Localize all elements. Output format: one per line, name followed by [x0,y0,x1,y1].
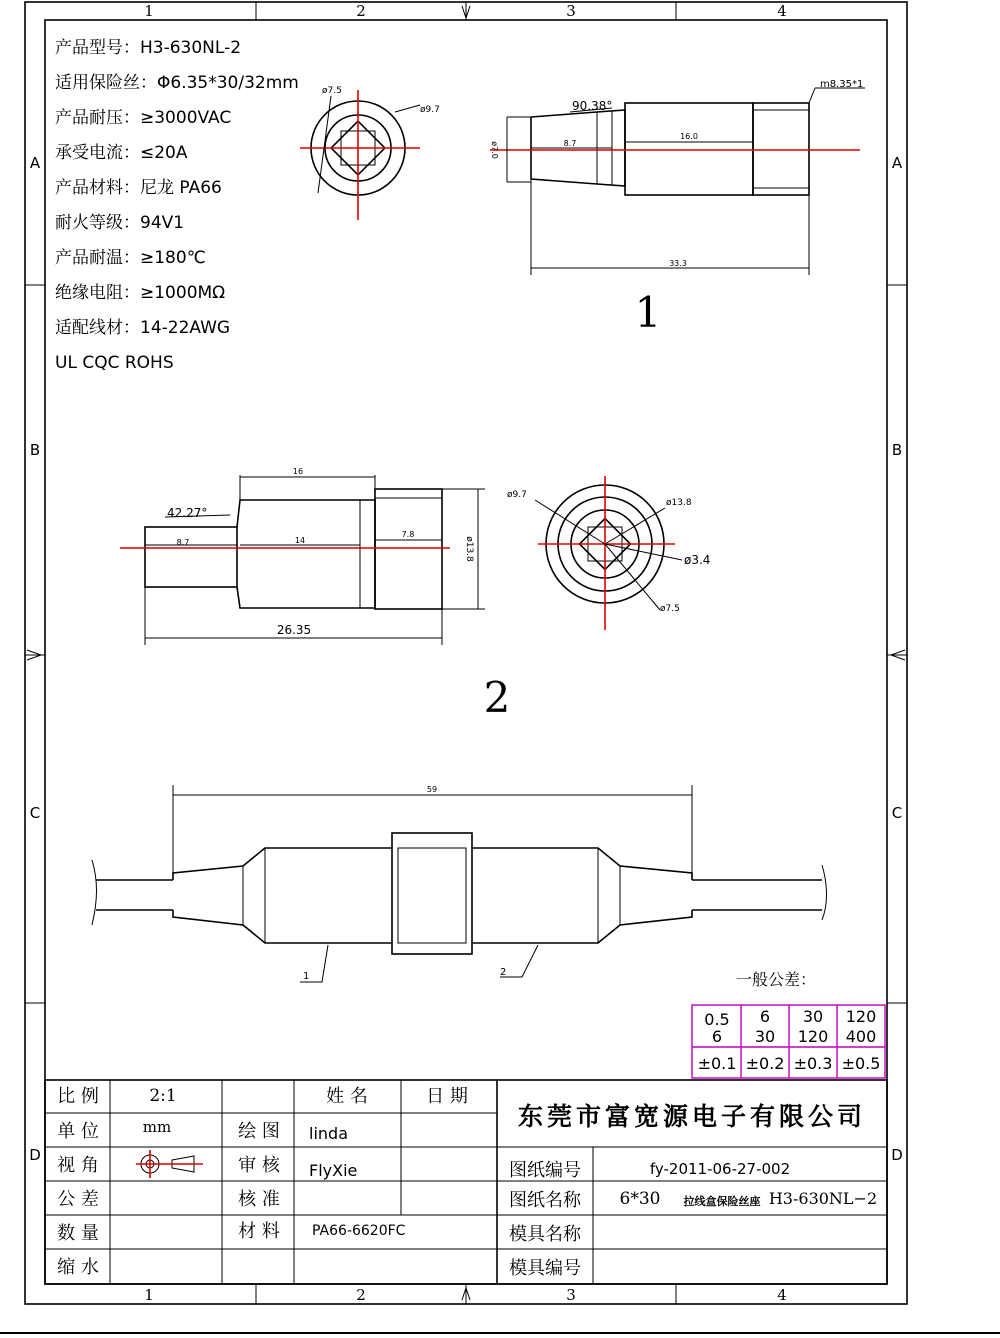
part1-dim-angle: 90.38° [572,99,613,113]
part1-end-view [300,86,440,220]
tb-dwg-no-value: fy-2011-06-27-002 [649,1160,791,1178]
part2-dim-len-small: 8.7 [176,538,190,547]
part1-dim-d-outer: ø9.7 [420,105,440,115]
spec-fuse: 适用保险丝：Φ6.35*30/32mm [55,73,299,93]
spec-temperature: 产品耐温：≥180℃ [55,248,206,268]
tol-range-4-to: 400 [845,1027,877,1046]
tolerance-title: 一般公差： [736,970,817,989]
part1-dim-thread: m8.35*1 [820,79,864,90]
tb-name-label: 姓 名 [326,1086,368,1107]
tb-qty-label: 数 量 [57,1223,99,1244]
tol-range-1-tol: ±0.1 [697,1054,737,1073]
spec-model: 产品型号：H3-630NL-2 [55,38,242,58]
assembly-label-2: 2 [500,967,507,978]
part2-end-dim-d3: ø3.4 [684,553,711,567]
col-label-3: 3 [566,2,576,20]
part2-end-dim-d1: ø9.7 [507,490,527,500]
tol-range-3-to: 120 [797,1027,829,1046]
tb-dwg-no-label: 图纸编号 [509,1160,581,1181]
part2-dim-angle: 42.27° [167,506,208,520]
part1-dim-len-mid: 16.0 [680,132,698,141]
tb-tol-label: 公 差 [57,1189,99,1210]
spec-wire: 适配线材：14-22AWG [55,318,231,338]
col-label-1-bottom: 1 [144,1286,154,1304]
tol-range-1-to: 6 [711,1027,723,1046]
tb-date-label: 日 期 [426,1086,468,1107]
row-label-d-right: D [891,1146,903,1164]
part2-dim-dia: ø13.8 [464,536,474,562]
tb-dwg-name-size: 6*30 [619,1189,661,1209]
part2-number: 2 [483,673,511,722]
part1-dim-len-small: 8.7 [563,139,577,148]
part2-end-dim-d4: ø7.5 [660,604,680,614]
tb-mold-name-label: 模具名称 [509,1224,581,1245]
tol-range-4-from: 120 [845,1007,877,1026]
part2-side-view [120,467,510,722]
assembly-view [92,785,827,982]
part1-dim-dia: ø7.0 [490,141,499,159]
part1-side-view [490,79,865,337]
tol-range-3-tol: ±0.3 [793,1054,833,1073]
spec-current: 承受电流：≤20A [55,143,188,163]
spec-list [55,38,299,373]
row-label-c: C [29,804,41,822]
projection-symbol [136,1150,203,1178]
row-label-b: B [29,441,41,459]
tb-check-value: FlyXie [309,1161,358,1180]
tb-shrink-label: 缩 水 [57,1257,99,1278]
tb-drawn-value: linda [309,1124,348,1143]
row-label-d: D [29,1146,41,1164]
tol-range-4-tol: ±0.5 [841,1054,881,1073]
title-block [45,1080,887,1284]
part2-end-dim-d2: ø13.8 [666,498,692,508]
tb-unit-value: mm [142,1118,172,1136]
part2-dim-len-body: 14 [294,536,306,545]
tb-scale-label: 比 例 [57,1086,99,1107]
spec-insulation: 绝缘电阻：≥1000MΩ [55,283,226,303]
part1-dim-d-inner: ø7.5 [322,86,342,96]
row-label-a-right: A [891,154,903,172]
part2-dim-len-total: 26.35 [276,623,312,637]
part2-end-view [507,476,710,630]
tb-material-value: PA66-6620FC [312,1223,406,1239]
row-labels [29,154,903,1164]
part2-dim-len-cap: 7.8 [401,530,415,539]
row-label-a: A [29,154,41,172]
tb-material-label: 材 料 [238,1221,280,1242]
tb-scale-value: 2:1 [149,1086,177,1106]
tb-dwg-name-label: 图纸名称 [509,1190,581,1211]
tb-drawn-label: 绘 图 [238,1121,280,1142]
tol-range-3-from: 30 [802,1007,824,1026]
tb-approve-label: 核 准 [238,1189,280,1210]
tb-dwg-name-desc: 拉线盒保险丝座 [683,1195,761,1208]
assembly-dim-total: 59 [426,785,438,794]
part1-dim-len-total: 33.3 [669,259,687,268]
col-label-2-bottom: 2 [356,1286,366,1304]
col-label-1: 1 [144,2,154,20]
part1-number: 1 [634,288,662,337]
tb-unit-label: 单 位 [57,1121,99,1142]
tol-range-2-tol: ±0.2 [745,1054,785,1073]
col-label-4-bottom: 4 [777,1286,787,1304]
tol-range-1-from: 0.5 [704,1010,730,1029]
col-label-2: 2 [356,2,366,20]
tol-range-2-from: 6 [759,1007,771,1026]
tb-company: 东莞市富宽源电子有限公司 [517,1102,867,1131]
tb-view-label: 视 角 [57,1155,99,1176]
assembly-label-1: 1 [303,971,310,982]
col-label-4: 4 [777,2,787,20]
tb-dwg-name-model: H3-630NL−2 [768,1189,878,1208]
spec-voltage: 产品耐压：≥3000VAC [55,108,232,128]
tb-mold-no-label: 模具编号 [509,1258,581,1279]
tol-range-2-to: 30 [754,1027,776,1046]
row-label-c-right: C [891,804,903,822]
row-label-b-right: B [891,441,903,459]
spec-material: 产品材料：尼龙 PA66 [55,178,222,198]
spec-flammability: 耐火等级：94V1 [55,213,185,233]
spec-certifications: UL CQC ROHS [55,353,174,373]
col-label-3-bottom: 3 [566,1286,576,1304]
part2-dim-len-top: 16 [292,467,304,476]
tb-check-label: 审 核 [238,1155,280,1176]
tolerance-table [692,970,885,1078]
